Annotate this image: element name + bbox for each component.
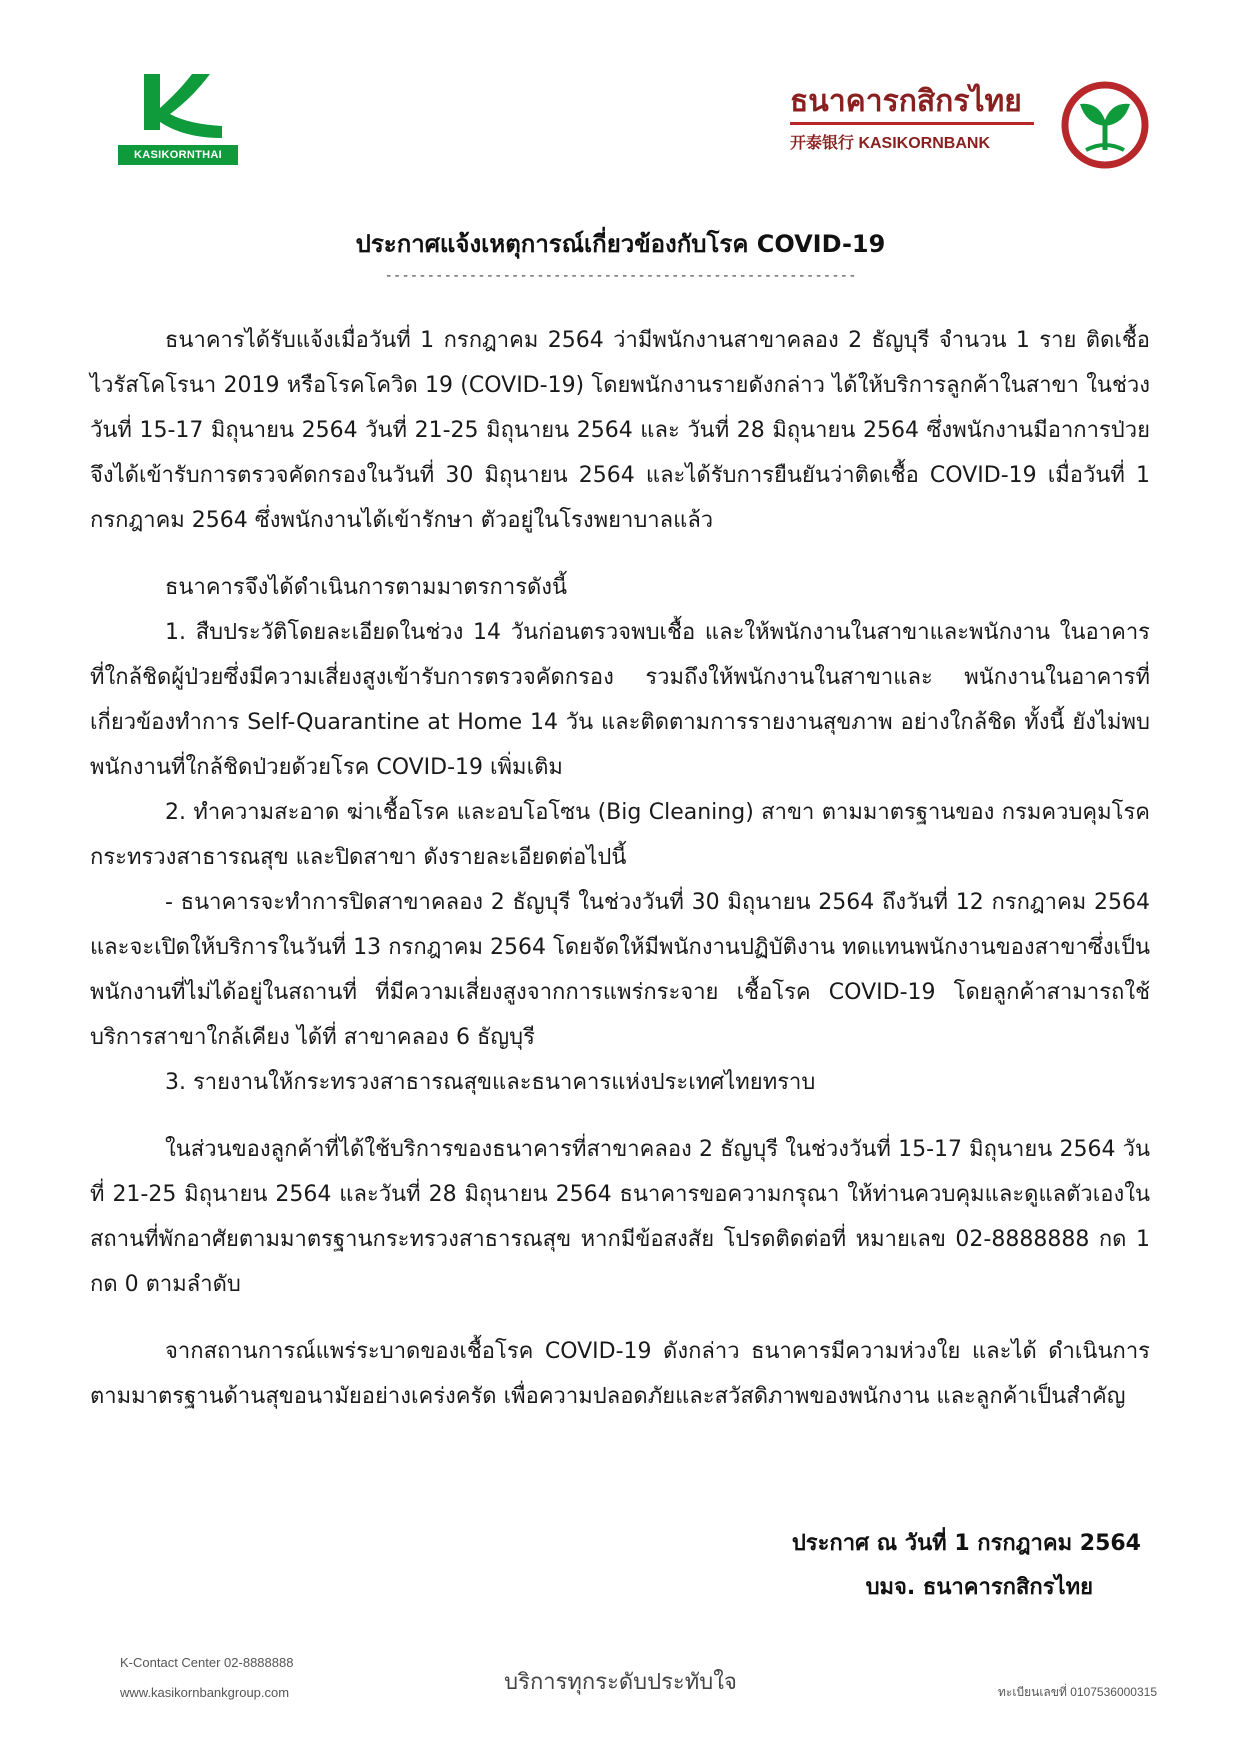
signature-block bbox=[792, 1522, 1141, 1610]
paragraph-closing: จากสถานการณ์แพร่ระบาดของเชื้อโรค COVID-19 ดังกล่าว ธนาคารมีความห่วงใย และได้ ดำเนินการตามมาตรฐานด้านสุขอนามัยอย่างเคร่งครัด เพื่อความปลอดภัยและสวัสดิภาพของพนักงาน และลูกค้าเป็นสำคัญ bbox=[90, 1339, 1150, 1409]
measure-item-2-detail: - ธนาคารจะทำการปิดสาขาคลอง 2 ธัญบุรี ในช่วงวันที่ 30 มิถุนายน 2564 ถึงวันที่ 12 กรกฎาคม 2564 และจะเปิดให้บริการในวันที่ 13 กรกฎาคม 2564 โดยจัดให้มีพนักงานปฏิบัติงาน ทดแทนพนักงานของสาขาซึ่งเป็นพนักงานที่ไม่ได้อยู่ในสถานที่ ที่มีความเสี่ยงสูงจากการแพร่กระจาย เชื้อโรค COVID-19 โดยลูกค้าสามารถใช้บริการสาขาใกล้เคียง ได้ที่ สาขาคลอง 6 ธัญบุรี bbox=[90, 890, 1150, 1050]
paragraph-customers: ในส่วนของลูกค้าที่ได้ใช้บริการของธนาคารที่สาขาคลอง 2 ธัญบุรี ในช่วงวันที่ 15-17 มิถุนายน 2564 วันที่ 21-25 มิถุนายน 2564 และวันที่ 28 มิถุนายน 2564 ธนาคารขอความกรุณา ให้ท่านควบคุมและดูแลตัวเองในสถานที่พักอาศัยตามมาตรฐานกระทรวงสาธารณสุข หากมีข้อสงสัย โปรดติดต่อที่ หมายเลข 02-8888888 กด 1 กด 0 ตามลำดับ bbox=[90, 1137, 1150, 1297]
company-name: บมจ. ธนาคารกสิกรไทย bbox=[865, 1575, 1093, 1600]
kasikorn-emblem-icon bbox=[1060, 80, 1150, 170]
announcement-body bbox=[90, 318, 1150, 1419]
kasikornbank-logo bbox=[790, 78, 1160, 168]
contact-center: K-Contact Center 02-8888888 bbox=[120, 1655, 294, 1670]
k-letter-icon bbox=[126, 72, 226, 144]
kasikornthai-logo bbox=[118, 72, 238, 170]
logo-divider bbox=[790, 122, 1034, 125]
bank-name-english: 开泰银行 KASIKORNBANK bbox=[790, 135, 991, 152]
measure-item-2: 2. ทำความสะอาด ฆ่าเชื้อโรค และอบโอโซน (Big Cleaning) สาขา ตามมาตรฐานของ กรมควบคุมโรค กระทรวงสาธารณสุข และปิดสาขา ดังรายละเอียดต่อไปนี้ bbox=[90, 800, 1150, 870]
bank-name-thai: ธนาคารกสิกรไทย bbox=[790, 84, 1022, 119]
footer-slogan: บริการทุกระดับประทับใจ bbox=[504, 1670, 737, 1695]
announcement-date: ประกาศ ณ วันที่ 1 กรกฎาคม 2564 bbox=[791, 1531, 1141, 1556]
website-link[interactable]: www.kasikornbankgroup.com bbox=[120, 1685, 290, 1700]
paragraph-measures-heading: ธนาคารจึงได้ดำเนินการตามมาตรการดังนี้ bbox=[165, 575, 568, 600]
measure-item-1: 1. สืบประวัติโดยละเอียดในช่วง 14 วันก่อนตรวจพบเชื้อ และให้พนักงานในสาขาและพนักงาน ในอาคารที่ใกล้ชิดผู้ป่วยซึ่งมีความเสี่ยงสูงเข้ารับการตรวจคัดกรอง รวมถึงให้พนักงานในสาขาและ พนักงานในอาคารที่เกี่ยวข้องทำการ Self-Quarantine at Home 14 วัน และติดตามการรายงานสุขภาพ อย่างใกล้ชิด ทั้งนี้ ยังไม่พบพนักงานที่ใกล้ชิดป่วยด้วยโรค COVID-19 เพิ่มเติม bbox=[90, 620, 1150, 780]
announcement-title: ประกาศแจ้งเหตุการณ์เกี่ยวข้องกับโรค COVID-19 bbox=[355, 230, 886, 258]
registration-number: ทะเบียนเลขที่ 0107536000315 bbox=[998, 1685, 1157, 1699]
title-divider: -------------------------------------------------------- bbox=[384, 268, 857, 284]
kasikornthai-logo-text: KASIKORNTHAI bbox=[118, 145, 238, 165]
paragraph-intro: ธนาคารได้รับแจ้งเมื่อวันที่ 1 กรกฎาคม 2564 ว่ามีพนักงานสาขาคลอง 2 ธัญบุรี จำนวน 1 ราย ติดเชื้อไวรัสโคโรนา 2019 หรือโรคโควิด 19 (COVID-19) โดยพนักงานรายดังกล่าว ได้ให้บริการลูกค้าในสาขา ในช่วงวันที่ 15-17 มิถุนายน 2564 วันที่ 21-25 มิถุนายน 2564 และ วันที่ 28 มิถุนายน 2564 ซึ่งพนักงานมีอาการป่วยจึงได้เข้ารับการตรวจคัดกรองในวันที่ 30 มิถุนายน 2564 และได้รับการยืนยันว่าติดเชื้อ COVID-19 เมื่อวันที่ 1 กรกฎาคม 2564 ซึ่งพนักงานได้เข้ารักษา ตัวอยู่ในโรงพยาบาลแล้ว bbox=[90, 328, 1150, 533]
measure-item-3: 3. รายงานให้กระทรวงสาธารณสุขและธนาคารแห่งประเทศไทยทราบ bbox=[165, 1070, 816, 1095]
